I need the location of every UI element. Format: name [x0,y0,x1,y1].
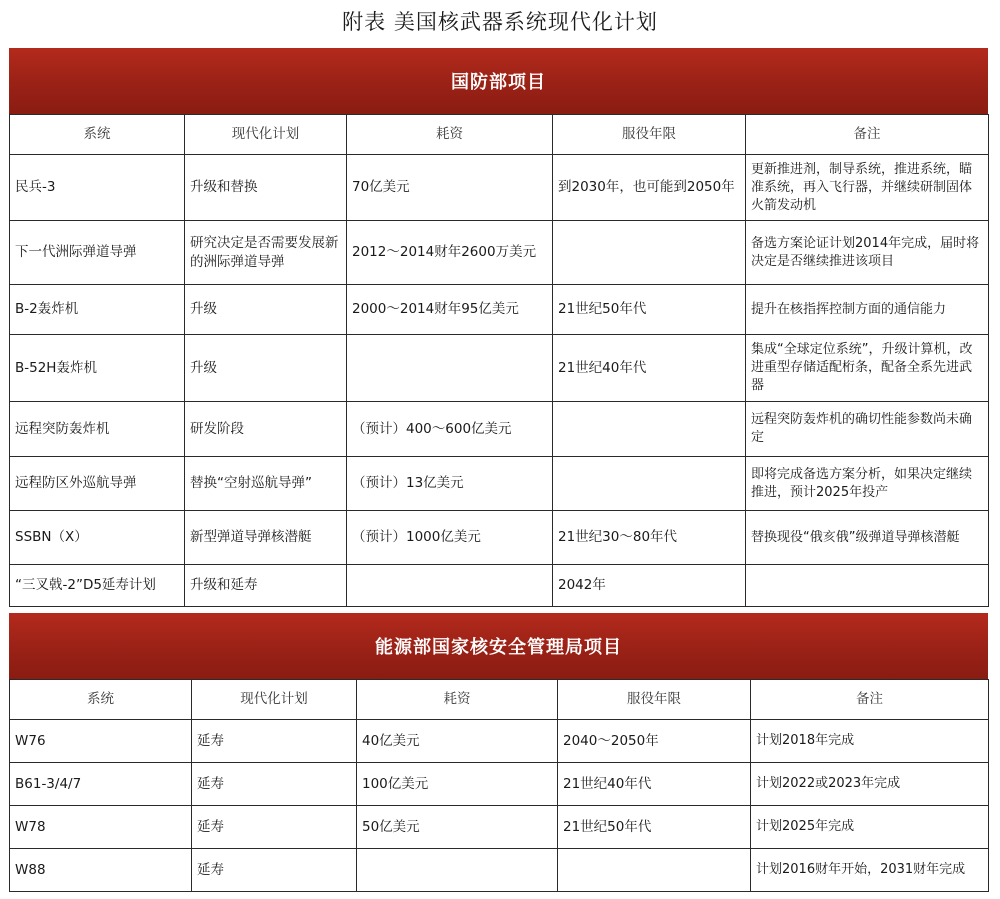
cell-service-life [553,402,746,457]
cell-notes: 远程突防轰炸机的确切性能参数尚未确定 [746,402,989,457]
col-header-service-life: 服役年限 [558,680,751,720]
cell-notes: 计划2018年完成 [751,720,989,763]
table-row [10,285,989,335]
cell-cost: （预计）1000亿美元 [347,511,553,565]
table-row [10,457,989,511]
cell-cost: 2012～2014财年2600万美元 [347,221,553,285]
cell-system: 下一代洲际弹道导弹 [10,221,185,285]
cell-system: 远程防区外巡航导弹 [10,457,185,511]
cell-plan: 延寿 [192,763,357,806]
cell-service-life [558,849,751,892]
cell-cost [347,565,553,607]
cell-system: B-52H轰炸机 [10,335,185,402]
table-row [10,763,989,806]
table-row [10,155,989,221]
cell-notes [746,565,989,607]
cell-system: “三叉戟-2”D5延寿计划 [10,565,185,607]
cell-plan: 升级和延寿 [185,565,347,607]
table-row [10,806,989,849]
cell-system: B61-3/4/7 [10,763,192,806]
cell-system: 民兵-3 [10,155,185,221]
table-row [10,720,989,763]
cell-plan: 新型弹道导弹核潜艇 [185,511,347,565]
col-header-system: 系统 [10,680,192,720]
table-row [10,849,989,892]
col-header-notes: 备注 [746,115,989,155]
cell-cost: 100亿美元 [357,763,558,806]
col-header-cost: 耗资 [347,115,553,155]
cell-service-life: 21世纪50年代 [558,806,751,849]
cell-notes: 即将完成备选方案分析，如果决定继续推进，预计2025年投产 [746,457,989,511]
cell-service-life: 21世纪40年代 [558,763,751,806]
cell-plan: 延寿 [192,849,357,892]
cell-service-life: 2042年 [553,565,746,607]
cell-plan: 延寿 [192,806,357,849]
nnsa-header-row [10,680,989,720]
nnsa-section [9,613,988,892]
cell-system: B-2轰炸机 [10,285,185,335]
cell-cost: （预计）13亿美元 [347,457,553,511]
cell-system: SSBN（X） [10,511,185,565]
cell-plan: 升级 [185,335,347,402]
cell-notes: 计划2016财年开始，2031财年完成 [751,849,989,892]
cell-service-life: 21世纪40年代 [553,335,746,402]
cell-service-life: 21世纪50年代 [553,285,746,335]
cell-notes: 集成“全球定位系统”，升级计算机，改进重型存储适配桁条，配备全系先进武器 [746,335,989,402]
dod-table [9,114,989,607]
cell-system: W78 [10,806,192,849]
cell-plan: 延寿 [192,720,357,763]
col-header-system: 系统 [10,115,185,155]
cell-cost [357,849,558,892]
cell-notes: 更新推进剂，制导系统，推进系统，瞄准系统，再入飞行器，并继续研制固体火箭发动机 [746,155,989,221]
cell-cost: 40亿美元 [357,720,558,763]
cell-system: 远程突防轰炸机 [10,402,185,457]
page-title: 附表 美国核武器系统现代化计划 [342,10,658,34]
col-header-plan: 现代化计划 [185,115,347,155]
cell-plan: 升级 [185,285,347,335]
dod-section [9,48,988,607]
table-row [10,221,989,285]
col-header-notes: 备注 [751,680,989,720]
cell-system: W88 [10,849,192,892]
dod-banner: 国防部项目 [9,48,988,114]
cell-notes: 计划2025年完成 [751,806,989,849]
cell-cost [347,335,553,402]
nnsa-table [9,679,989,892]
col-header-cost: 耗资 [357,680,558,720]
dod-header-row [10,115,989,155]
cell-service-life: 到2030年，也可能到2050年 [553,155,746,221]
cell-plan: 升级和替换 [185,155,347,221]
cell-system: W76 [10,720,192,763]
cell-plan: 研究决定是否需要发展新的洲际弹道导弹 [185,221,347,285]
cell-notes: 计划2022或2023年完成 [751,763,989,806]
cell-notes: 提升在核指挥控制方面的通信能力 [746,285,989,335]
table-row [10,511,989,565]
cell-service-life: 21世纪30～80年代 [553,511,746,565]
cell-plan: 替换“空射巡航导弹” [185,457,347,511]
table-row [10,565,989,607]
cell-cost: （预计）400～600亿美元 [347,402,553,457]
cell-notes: 备选方案论证计划2014年完成，届时将决定是否继续推进该项目 [746,221,989,285]
cell-service-life: 2040～2050年 [558,720,751,763]
table-row [10,402,989,457]
table-row [10,335,989,402]
cell-plan: 研发阶段 [185,402,347,457]
cell-cost: 50亿美元 [357,806,558,849]
cell-cost: 70亿美元 [347,155,553,221]
cell-service-life [553,221,746,285]
cell-cost: 2000～2014财年95亿美元 [347,285,553,335]
cell-service-life [553,457,746,511]
nnsa-banner: 能源部国家核安全管理局项目 [9,613,988,679]
cell-notes: 替换现役“俄亥俄”级弹道导弹核潜艇 [746,511,989,565]
col-header-service-life: 服役年限 [553,115,746,155]
col-header-plan: 现代化计划 [192,680,357,720]
